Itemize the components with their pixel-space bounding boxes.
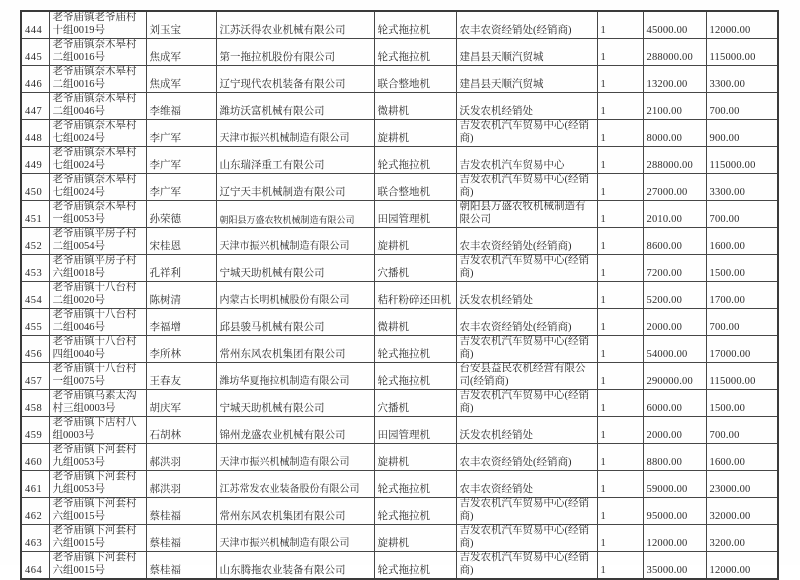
table-row [21, 309, 778, 336]
manufacturer-name: 内蒙古长明机械股份有限公司 [216, 282, 374, 309]
quantity: 1 [597, 309, 643, 336]
manufacturer-name: 天津市振兴机械制造有限公司 [216, 228, 374, 255]
subsidy-amount: 3300.00 [706, 66, 778, 93]
address-line-2: 六组0018号 [52, 267, 105, 279]
address-line-1: 老爷庙镇十八台村 [52, 336, 137, 347]
dealer-name: 农丰农资经销处(经销商) [456, 444, 597, 471]
quantity: 1 [597, 525, 643, 552]
dealer-name: 沃发农机经销处 [456, 93, 597, 120]
address-line-1: 老爷庙镇老爷庙村 [52, 12, 137, 23]
address-line-2: 村三组0003号 [52, 402, 116, 414]
dealer-name: 吉发农机汽车贸易中心(经销商) [456, 498, 597, 525]
table-row [21, 120, 778, 147]
row-number: 462 [21, 498, 49, 525]
row-number: 457 [21, 363, 49, 390]
address-line-2: 九组0053号 [52, 456, 105, 468]
manufacturer-name: 天津市振兴机械制造有限公司 [216, 525, 374, 552]
address-line-1: 老爷庙镇奈木皋村 [52, 201, 137, 212]
price: 95000.00 [643, 498, 706, 525]
purchaser-name: 陈树清 [146, 282, 216, 309]
row-number: 456 [21, 336, 49, 363]
machine-type: 联合整地机 [374, 66, 456, 93]
dealer-name: 朝阳县万盛农牧机械制造有限公司 [456, 201, 597, 228]
table-row [21, 336, 778, 363]
subsidy-amount: 115000.00 [706, 363, 778, 390]
address-cell [49, 66, 146, 93]
purchaser-name: 王春友 [146, 363, 216, 390]
row-number: 449 [21, 147, 49, 174]
address-line-2: 二组0046号 [52, 105, 105, 117]
address-cell [49, 336, 146, 363]
price: 5200.00 [643, 282, 706, 309]
machine-type: 旋耕机 [374, 525, 456, 552]
price: 288000.00 [643, 147, 706, 174]
price: 290000.00 [643, 363, 706, 390]
price: 8800.00 [643, 444, 706, 471]
price: 2010.00 [643, 201, 706, 228]
price: 2100.00 [643, 93, 706, 120]
machine-type: 旋耕机 [374, 120, 456, 147]
manufacturer-name: 山东腾拖农业装备有限公司 [216, 552, 374, 580]
dealer-name: 农丰农资经销处 [456, 471, 597, 498]
price: 2000.00 [643, 417, 706, 444]
address-line-1: 老爷庙镇下店村八 [52, 417, 137, 428]
address-line-2: 九组0053号 [52, 483, 105, 495]
address-line-2: 十组0019号 [52, 24, 105, 36]
address-line-1: 老爷庙镇乌素太沟 [52, 390, 137, 401]
subsidy-amount: 17000.00 [706, 336, 778, 363]
subsidy-amount: 1700.00 [706, 282, 778, 309]
machine-type: 轮式拖拉机 [374, 11, 456, 39]
subsidy-amount: 1500.00 [706, 255, 778, 282]
row-number: 459 [21, 417, 49, 444]
machine-type: 轮式拖拉机 [374, 471, 456, 498]
address-line-2: 六组0015号 [52, 564, 105, 576]
purchaser-name: 焦成军 [146, 66, 216, 93]
price: 12000.00 [643, 525, 706, 552]
address-line-2: 组0003号 [52, 429, 95, 441]
address-line-2: 二组0054号 [52, 240, 105, 252]
dealer-name: 沃发农机经销处 [456, 417, 597, 444]
subsidy-amount: 1600.00 [706, 228, 778, 255]
address-line-1: 老爷庙镇十八台村 [52, 282, 137, 293]
table-row [21, 282, 778, 309]
price: 7200.00 [643, 255, 706, 282]
row-number: 461 [21, 471, 49, 498]
dealer-name: 吉发农机汽车贸易中心(经销商) [456, 552, 597, 580]
row-number: 447 [21, 93, 49, 120]
address-line-2: 二组0020号 [52, 294, 105, 306]
subsidy-amount: 23000.00 [706, 471, 778, 498]
subsidy-amount: 12000.00 [706, 11, 778, 39]
dealer-name: 建昌县天顺汽贸城 [456, 66, 597, 93]
dealer-name: 吉发农机汽车贸易中心(经销商) [456, 255, 597, 282]
purchaser-name: 郝洪羽 [146, 471, 216, 498]
manufacturer-name: 宁城天助机械有限公司 [216, 255, 374, 282]
address-cell [49, 120, 146, 147]
machine-type: 轮式拖拉机 [374, 147, 456, 174]
purchaser-name: 李维福 [146, 93, 216, 120]
address-line-2: 二组0016号 [52, 78, 105, 90]
address-line-1: 老爷庙镇奈木皋村 [52, 174, 137, 185]
address-cell [49, 471, 146, 498]
row-number: 444 [21, 11, 49, 39]
row-number: 448 [21, 120, 49, 147]
row-number: 463 [21, 525, 49, 552]
address-line-1: 老爷庙镇下河套村 [52, 525, 137, 536]
address-line-2: 一组0075号 [52, 375, 105, 387]
quantity: 1 [597, 39, 643, 66]
machine-type: 轮式拖拉机 [374, 552, 456, 580]
address-line-1: 老爷庙镇十八台村 [52, 363, 137, 374]
purchaser-name: 孙荣德 [146, 201, 216, 228]
purchaser-name: 蔡桂福 [146, 552, 216, 580]
manufacturer-name: 潍坊华夏拖拉机制造有限公司 [216, 363, 374, 390]
machine-type: 轮式拖拉机 [374, 39, 456, 66]
dealer-name: 吉发农机汽车贸易中心(经销商) [456, 120, 597, 147]
manufacturer-name: 天津市振兴机械制造有限公司 [216, 120, 374, 147]
machine-type: 轮式拖拉机 [374, 498, 456, 525]
address-line-2: 六组0015号 [52, 510, 105, 522]
subsidy-amount: 12000.00 [706, 552, 778, 580]
quantity: 1 [597, 11, 643, 39]
address-cell [49, 525, 146, 552]
address-line-1: 老爷庙镇奈木皋村 [52, 147, 137, 158]
machine-type: 旋耕机 [374, 228, 456, 255]
address-line-2: 二组0016号 [52, 51, 105, 63]
purchaser-name: 宋桂恩 [146, 228, 216, 255]
subsidy-amount: 700.00 [706, 201, 778, 228]
address-line-1: 老爷庙镇十八台村 [52, 309, 137, 320]
quantity: 1 [597, 93, 643, 120]
machine-type: 穴播机 [374, 390, 456, 417]
price: 2000.00 [643, 309, 706, 336]
subsidy-amount: 3300.00 [706, 174, 778, 201]
machine-type: 田园管理机 [374, 201, 456, 228]
table-row [21, 255, 778, 282]
address-cell [49, 201, 146, 228]
quantity: 1 [597, 498, 643, 525]
subsidy-amount: 115000.00 [706, 39, 778, 66]
address-cell [49, 39, 146, 66]
row-number: 445 [21, 39, 49, 66]
purchaser-name: 郝洪羽 [146, 444, 216, 471]
address-cell [49, 147, 146, 174]
manufacturer-name: 第一拖拉机股份有限公司 [216, 39, 374, 66]
quantity: 1 [597, 228, 643, 255]
table-row [21, 201, 778, 228]
address-cell [49, 498, 146, 525]
quantity: 1 [597, 336, 643, 363]
subsidy-amount: 900.00 [706, 120, 778, 147]
manufacturer-name: 天津市振兴机械制造有限公司 [216, 444, 374, 471]
purchaser-name: 刘玉宝 [146, 11, 216, 39]
subsidy-amount: 1600.00 [706, 444, 778, 471]
price: 54000.00 [643, 336, 706, 363]
price: 288000.00 [643, 39, 706, 66]
address-cell [49, 282, 146, 309]
purchaser-name: 李广军 [146, 174, 216, 201]
row-number: 464 [21, 552, 49, 580]
address-cell [49, 255, 146, 282]
row-number: 460 [21, 444, 49, 471]
manufacturer-name: 潍坊沃富机械有限公司 [216, 93, 374, 120]
row-number: 450 [21, 174, 49, 201]
address-line-1: 老爷庙镇下河套村 [52, 552, 137, 563]
dealer-name: 吉发农机汽车贸易中心(经销商) [456, 336, 597, 363]
machine-type: 旋耕机 [374, 444, 456, 471]
address-line-2: 七组0024号 [52, 186, 105, 198]
subsidy-amount: 1500.00 [706, 390, 778, 417]
address-cell [49, 93, 146, 120]
manufacturer-name: 朝阳县万盛农牧机械制造有限公司 [216, 201, 374, 228]
row-number: 452 [21, 228, 49, 255]
quantity: 1 [597, 390, 643, 417]
quantity: 1 [597, 471, 643, 498]
machine-type: 田园管理机 [374, 417, 456, 444]
manufacturer-name: 江苏常发农业装备股份有限公司 [216, 471, 374, 498]
price: 27000.00 [643, 174, 706, 201]
table-row [21, 498, 778, 525]
row-number: 454 [21, 282, 49, 309]
table-row [21, 363, 778, 390]
address-cell [49, 390, 146, 417]
purchaser-name: 蔡桂福 [146, 525, 216, 552]
price: 8600.00 [643, 228, 706, 255]
manufacturer-name: 常州东风农机集团有限公司 [216, 336, 374, 363]
table-row [21, 11, 778, 39]
address-line-2: 一组0053号 [52, 213, 105, 225]
dealer-name: 建昌县天顺汽贸城 [456, 39, 597, 66]
subsidy-amount: 700.00 [706, 309, 778, 336]
address-line-2: 二组0046号 [52, 321, 105, 333]
machine-type: 轮式拖拉机 [374, 363, 456, 390]
purchaser-name: 李福增 [146, 309, 216, 336]
manufacturer-name: 宁城天助机械有限公司 [216, 390, 374, 417]
subsidy-amount: 700.00 [706, 417, 778, 444]
row-number: 446 [21, 66, 49, 93]
address-line-2: 七组0024号 [52, 132, 105, 144]
table-body [21, 11, 778, 579]
quantity: 1 [597, 120, 643, 147]
quantity: 1 [597, 174, 643, 201]
subsidy-table [20, 10, 779, 580]
price: 6000.00 [643, 390, 706, 417]
purchaser-name: 胡庆军 [146, 390, 216, 417]
quantity: 1 [597, 201, 643, 228]
price: 35000.00 [643, 552, 706, 580]
address-line-1: 老爷庙镇平房子村 [52, 228, 137, 239]
manufacturer-name: 锦州龙盛农业机械有限公司 [216, 417, 374, 444]
subsidy-amount: 115000.00 [706, 147, 778, 174]
address-line-2: 七组0024号 [52, 159, 105, 171]
purchaser-name: 李广军 [146, 120, 216, 147]
manufacturer-name: 邱县骏马机械有限公司 [216, 309, 374, 336]
price: 45000.00 [643, 11, 706, 39]
table-row [21, 39, 778, 66]
address-cell [49, 363, 146, 390]
manufacturer-name: 江苏沃得农业机械有限公司 [216, 11, 374, 39]
dealer-name: 吉发农机汽车贸易中心(经销商) [456, 174, 597, 201]
address-line-1: 老爷庙镇奈木皋村 [52, 39, 137, 50]
address-cell [49, 444, 146, 471]
table-row [21, 93, 778, 120]
address-cell [49, 417, 146, 444]
address-cell [49, 11, 146, 39]
address-cell [49, 309, 146, 336]
dealer-name: 吉发农机汽车贸易中心 [456, 147, 597, 174]
dealer-name: 吉发农机汽车贸易中心(经销商) [456, 390, 597, 417]
price: 8000.00 [643, 120, 706, 147]
table-row [21, 471, 778, 498]
purchaser-name: 李所林 [146, 336, 216, 363]
machine-type: 联合整地机 [374, 174, 456, 201]
table-row [21, 417, 778, 444]
row-number: 458 [21, 390, 49, 417]
table-row [21, 147, 778, 174]
table-row [21, 552, 778, 580]
address-line-1: 老爷庙镇奈木皋村 [52, 120, 137, 131]
address-line-1: 老爷庙镇奈木皋村 [52, 93, 137, 104]
table-row [21, 66, 778, 93]
address-line-1: 老爷庙镇下河套村 [52, 498, 137, 509]
dealer-name: 农丰农资经销处(经销商) [456, 11, 597, 39]
quantity: 1 [597, 417, 643, 444]
quantity: 1 [597, 363, 643, 390]
subsidy-amount: 3200.00 [706, 525, 778, 552]
address-line-1: 老爷庙镇平房子村 [52, 255, 137, 266]
machine-type: 微耕机 [374, 93, 456, 120]
quantity: 1 [597, 282, 643, 309]
dealer-name: 农丰农资经销处(经销商) [456, 228, 597, 255]
address-line-2: 四组0040号 [52, 348, 105, 360]
machine-type: 微耕机 [374, 309, 456, 336]
address-cell [49, 174, 146, 201]
table-row [21, 390, 778, 417]
purchaser-name: 蔡桂福 [146, 498, 216, 525]
manufacturer-name: 辽宁现代农机装备有限公司 [216, 66, 374, 93]
machine-type: 轮式拖拉机 [374, 336, 456, 363]
price: 13200.00 [643, 66, 706, 93]
subsidy-amount: 32000.00 [706, 498, 778, 525]
manufacturer-name: 辽宁天丰机械制造有限公司 [216, 174, 374, 201]
purchaser-name: 孔祥利 [146, 255, 216, 282]
dealer-name: 农丰农资经销处(经销商) [456, 309, 597, 336]
address-cell [49, 552, 146, 580]
address-cell [49, 228, 146, 255]
manufacturer-name: 山东瑞泽重工有限公司 [216, 147, 374, 174]
purchaser-name: 焦成军 [146, 39, 216, 66]
table-row [21, 174, 778, 201]
address-line-1: 老爷庙镇下河套村 [52, 444, 137, 455]
row-number: 453 [21, 255, 49, 282]
dealer-name: 吉发农机汽车贸易中心(经销商) [456, 525, 597, 552]
row-number: 451 [21, 201, 49, 228]
table-row [21, 525, 778, 552]
table-row [21, 228, 778, 255]
quantity: 1 [597, 147, 643, 174]
quantity: 1 [597, 66, 643, 93]
quantity: 1 [597, 444, 643, 471]
purchaser-name: 石胡林 [146, 417, 216, 444]
dealer-name: 沃发农机经销处 [456, 282, 597, 309]
manufacturer-name: 常州东风农机集团有限公司 [216, 498, 374, 525]
price: 59000.00 [643, 471, 706, 498]
purchaser-name: 李广军 [146, 147, 216, 174]
address-line-1: 老爷庙镇下河套村 [52, 471, 137, 482]
row-number: 455 [21, 309, 49, 336]
machine-type: 穴播机 [374, 255, 456, 282]
machine-type: 秸秆粉碎还田机 [374, 282, 456, 309]
subsidy-amount: 700.00 [706, 93, 778, 120]
table-row [21, 444, 778, 471]
address-line-2: 六组0015号 [52, 537, 105, 549]
address-line-1: 老爷庙镇奈木皋村 [52, 66, 137, 77]
quantity: 1 [597, 552, 643, 580]
dealer-name: 台安县益民农机经营有限公司(经销商) [456, 363, 597, 390]
quantity: 1 [597, 255, 643, 282]
